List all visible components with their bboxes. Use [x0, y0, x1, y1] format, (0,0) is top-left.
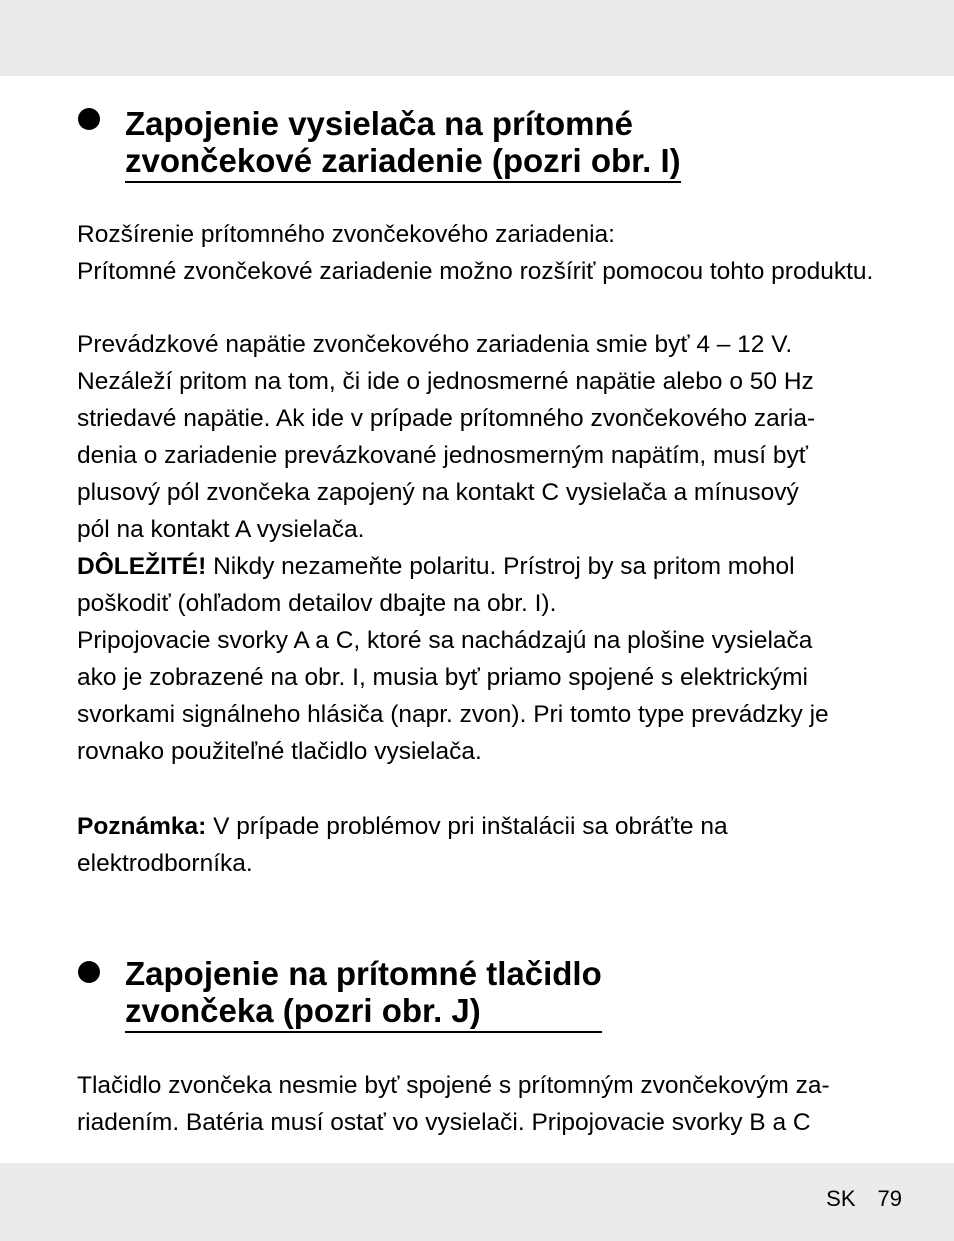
- text-line: Prítomné zvončekové zariadenie možno rozšíriť pomocou tohto produktu.: [77, 258, 874, 285]
- section-title-line: zvončeka (pozri obr. J): [125, 992, 481, 1029]
- paragraph-voltage: [77, 326, 887, 770]
- section-title-line: zvončekové zariadenie (pozri obr. I): [125, 142, 681, 179]
- text-line: Rozšírenie prítomného zvončekového zariadenia:: [77, 221, 615, 248]
- note-label: Poznámka:: [77, 813, 207, 840]
- text-line: Nezáleží pritom na tom, či ide o jednosmerné napätie alebo o 50 Hz: [77, 368, 814, 395]
- text-line: Prevádzkové napätie zvončekového zariadenia smie byť 4 – 12 V.: [77, 331, 793, 358]
- section-title: [125, 105, 681, 183]
- important-line: [77, 548, 887, 585]
- text-line: elektrodborníka.: [77, 850, 253, 877]
- text-line: pól na kontakt A vysielača.: [77, 516, 365, 543]
- text-line: riadením. Batéria musí ostať vo vysielači. Pripojovacie svorky B a C: [77, 1109, 811, 1136]
- text-line: ako je zobrazené na obr. I, musia byť priamo spojené s elektrickými: [77, 664, 808, 691]
- paragraph-note: [77, 808, 887, 882]
- note-line: [77, 808, 887, 845]
- text-line: Pripojovacie svorky A a C, ktoré sa nachádzajú na plošine vysielača: [77, 627, 813, 654]
- text-line: denia o zariadenie prevázkované jednosmerným napätím, musí byť: [77, 442, 808, 469]
- text-line: striedavé napätie. Ak ide v prípade prítomného zvončekového zaria-: [77, 405, 816, 432]
- text-line: Tlačidlo zvončeka nesmie byť spojené s prítomným zvončekovým za-: [77, 1072, 830, 1099]
- note-text: V prípade problémov pri inštalácii sa obráťte na: [206, 813, 728, 840]
- page-number: 79: [877, 1186, 902, 1211]
- section-title-line: Zapojenie vysielača na prítomné: [125, 105, 634, 142]
- language-code: SK: [826, 1186, 856, 1211]
- bullet-icon: [78, 961, 100, 983]
- text-line: poškodiť (ohľadom detailov dbajte na obr. I).: [77, 590, 557, 617]
- important-text: Nikdy nezameňte polaritu. Prístroj by sa pritom mohol: [206, 553, 795, 580]
- text-line: rovnako použiteľné tlačidlo vysielača.: [77, 738, 482, 765]
- bullet-icon: [78, 108, 100, 130]
- text-line: plusový pól zvončeka zapojený na kontakt C vysielača a mínusový: [77, 479, 799, 506]
- paragraph-extension: [77, 216, 887, 290]
- paragraph-button: [77, 1067, 887, 1141]
- important-label: DÔLEŽITÉ!: [77, 553, 207, 580]
- page-footer: [804, 1185, 902, 1213]
- header-band: [0, 0, 954, 76]
- section-title: [125, 955, 602, 1033]
- section-title-line: Zapojenie na prítomné tlačidlo: [125, 955, 602, 992]
- text-line: svorkami signálneho hlásiča (napr. zvon). Pri tomto type prevádzky je: [77, 701, 829, 728]
